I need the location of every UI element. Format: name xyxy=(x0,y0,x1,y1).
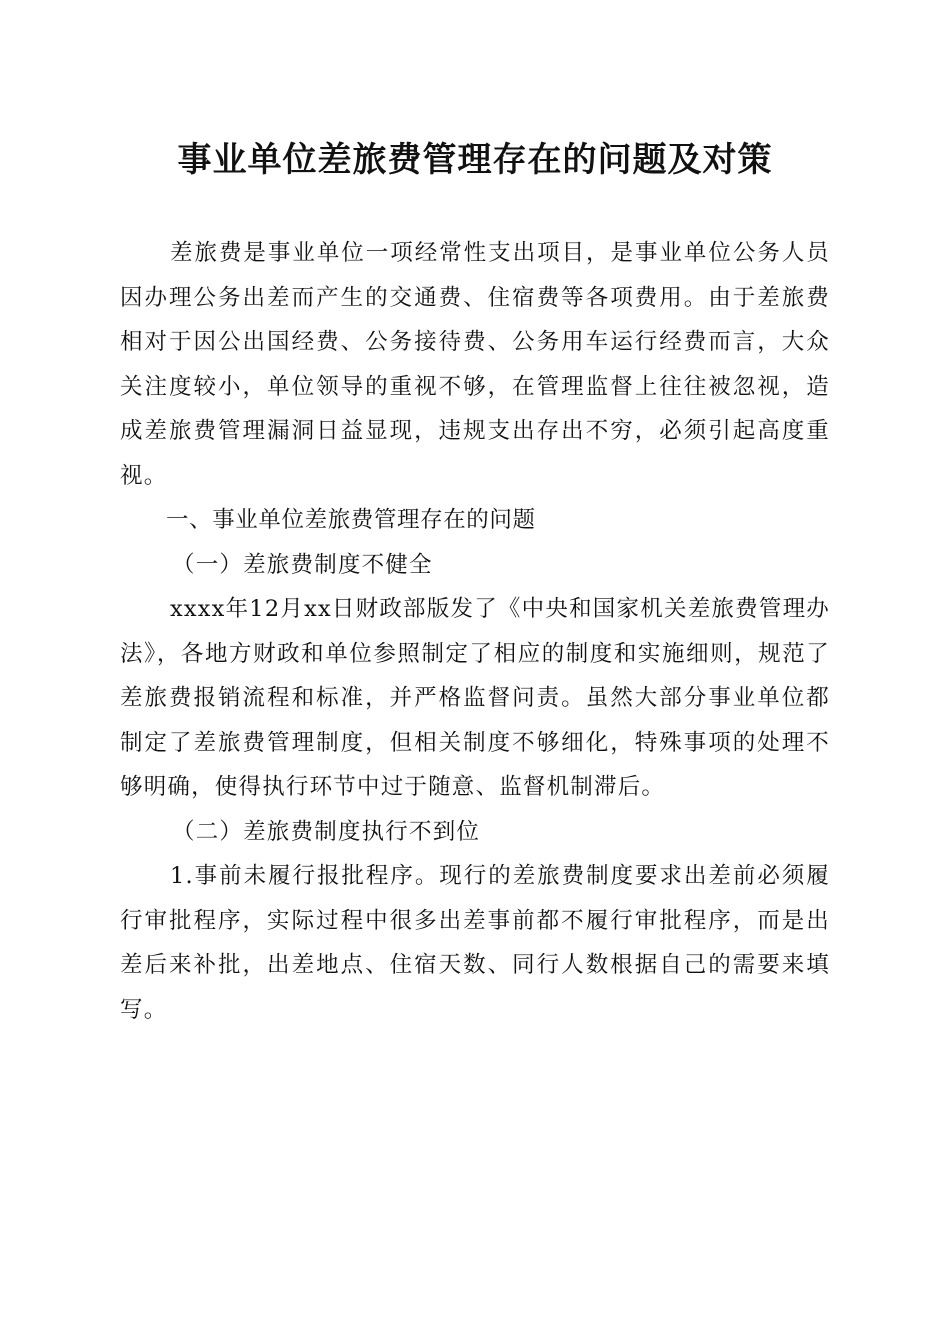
subheading-1: （一）差旅费制度不健全 xyxy=(172,551,433,578)
document-body xyxy=(120,231,830,1032)
policy-paragraph: xxxx年12月xx日财政部版发了《中央和国家机关差旅费管理办法》，各地方财政和单位参照制定了相应的制度和实施细则，规范了差旅费报销流程和标准，并严格监督问责。虽然大部分事业单位都制定了差旅费管理制度，但相关制度不够细化，特殊事项的处理不够明确，使得执行环节中过于随意、监督机制滞后。 xyxy=(120,596,830,800)
document-title: 事业单位差旅费管理存在的问题及对策 xyxy=(177,140,773,180)
approval-paragraph: 1.事前未履行报批程序。现行的差旅费制度要求出差前必须履行审批程序，实际过程中很多出差事前都不履行审批程序，而是出差后来补批，出差地点、住宿天数、同行人数根据自己的需要来填写。 xyxy=(120,863,830,1023)
intro-paragraph: 差旅费是事业单位一项经常性支出项目，是事业单位公务人员因办理公务出差而产生的交通费、住宿费等各项费用。由于差旅费相对于因公出国经费、公务接待费、公务用车运行经费而言，大众关注度较小，单位领导的重视不够，在管理监督上往往被忽视，造成差旅费管理漏洞日益显现，违规支出存出不穷，必须引起高度重视。 xyxy=(120,240,830,489)
subheading-2: （二）差旅费制度执行不到位 xyxy=(172,818,481,845)
section-heading: 一、事业单位差旅费管理存在的问题 xyxy=(166,507,536,533)
